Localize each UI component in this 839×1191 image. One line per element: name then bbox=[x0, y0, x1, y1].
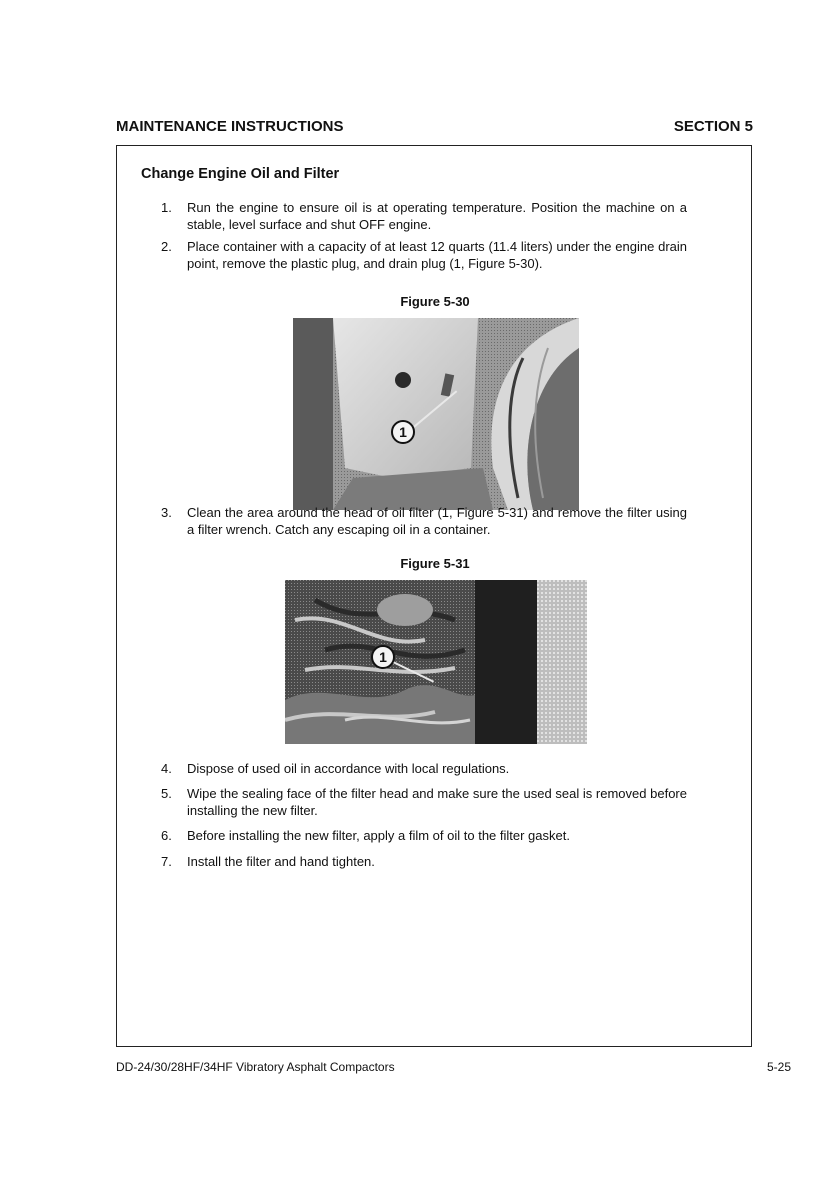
step-text: Run the engine to ensure oil is at operating temperature. Position the machine on a stable, level surface and shut OFF engine. bbox=[187, 200, 687, 232]
footer-model: DD-24/30/28HF/34HF Vibratory Asphalt Compactors bbox=[116, 1060, 395, 1074]
oil-filter-photo bbox=[285, 580, 587, 744]
step-number: 4. bbox=[161, 761, 172, 776]
step-text: Before installing the new filter, apply a film of oil to the filter gasket. bbox=[187, 828, 570, 843]
procedure-box bbox=[116, 145, 752, 1047]
step-text: Wipe the sealing face of the filter head and make sure the used seal is removed before installing the new filter. bbox=[187, 786, 687, 818]
callout-marker-5-31: 1 bbox=[371, 645, 395, 669]
figure-label-5-30: Figure 5-30 bbox=[400, 294, 470, 309]
step-text: Install the filter and hand tighten. bbox=[187, 854, 375, 869]
footer-page-number: 5-25 bbox=[766, 1060, 791, 1074]
header-section: SECTION 5 bbox=[673, 118, 753, 135]
step-number: 1. bbox=[161, 200, 172, 215]
step-text: Clean the area around the head of oil filter (1, Figure 5-31) and remove the filter using a filter wrench. Catch any escaping oil in a container. bbox=[187, 505, 687, 537]
page-header bbox=[116, 118, 753, 138]
figure-5-30-photo bbox=[293, 318, 579, 510]
step-text: Place container with a capacity of at least 12 quarts (11.4 liters) under the engine drain point, remove the plastic plug, and drain plug (1, Figure 5-30). bbox=[187, 239, 687, 271]
step-number: 2. bbox=[161, 239, 172, 254]
step-number: 7. bbox=[161, 854, 172, 869]
figure-label-5-31: Figure 5-31 bbox=[400, 556, 470, 571]
step-number: 6. bbox=[161, 828, 172, 843]
figure-5-31-photo bbox=[285, 580, 587, 744]
step-number: 5. bbox=[161, 786, 172, 801]
callout-marker-5-30: 1 bbox=[391, 420, 415, 444]
step-text: Dispose of used oil in accordance with local regulations. bbox=[187, 761, 510, 776]
procedure-title: Change Engine Oil and Filter bbox=[141, 166, 340, 182]
header-title: MAINTENANCE INSTRUCTIONS bbox=[116, 118, 344, 135]
engine-drain-photo bbox=[293, 318, 579, 510]
step-number: 3. bbox=[161, 505, 172, 520]
